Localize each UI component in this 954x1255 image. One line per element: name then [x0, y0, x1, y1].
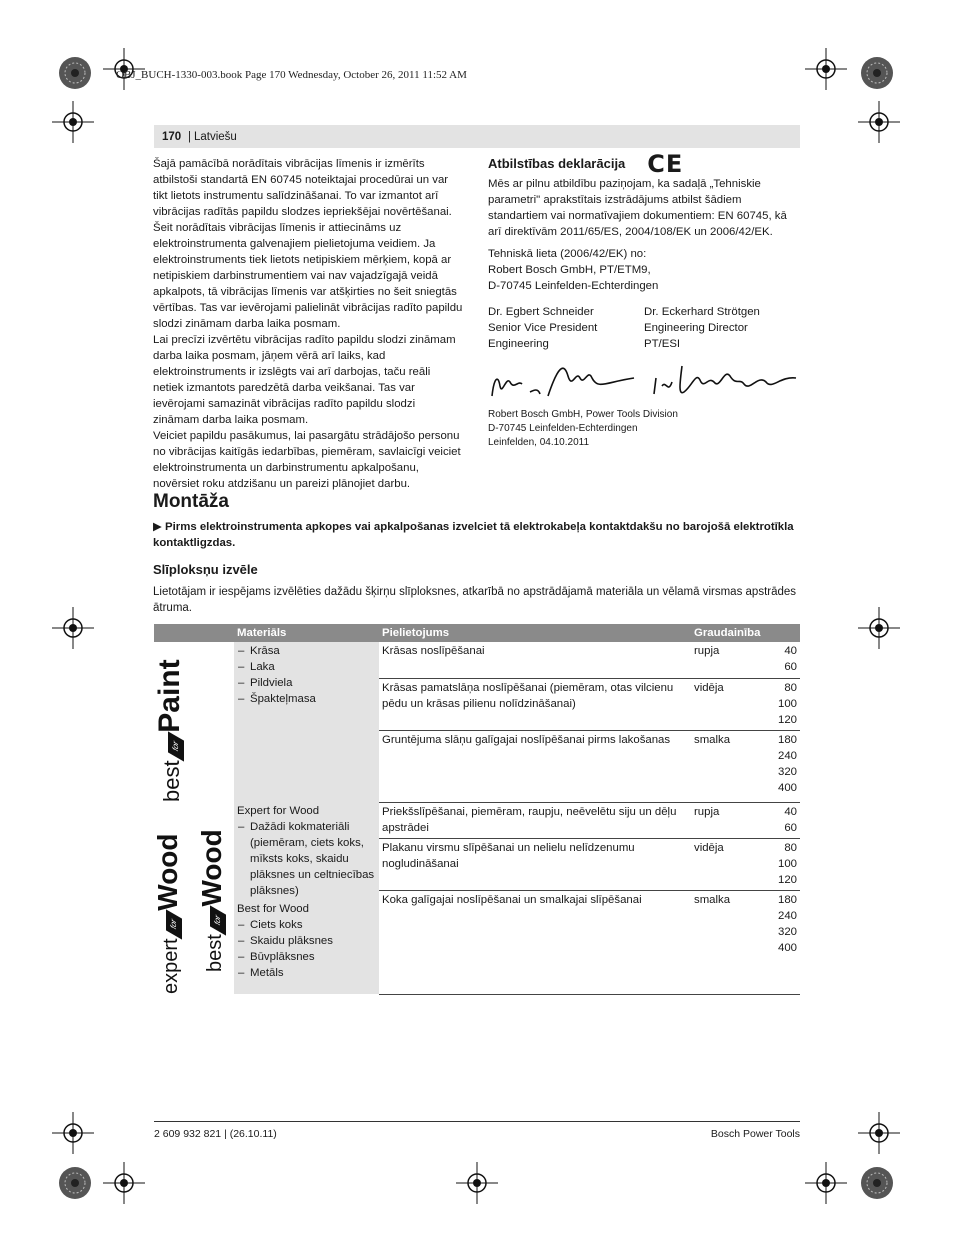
header-separator: |	[188, 131, 191, 143]
best-for-paint-logo	[154, 642, 234, 802]
grade-cell: smalka	[691, 890, 748, 994]
table-row	[154, 642, 800, 678]
grit-value: 240	[777, 909, 797, 922]
grit-value: 400	[777, 781, 797, 794]
grit-values	[748, 838, 800, 890]
application-cell: Koka galīgajai noslīpēšanai un smalkajai slīpēšanai	[379, 890, 691, 994]
section-title: Montāža	[153, 491, 229, 512]
page-number: 170	[162, 131, 182, 143]
grit-value: 80	[784, 681, 797, 694]
header-logo-cell	[154, 624, 234, 642]
logo-for-text: for	[212, 912, 222, 928]
grade-cell: vidēja	[691, 678, 748, 730]
logo-prefix: expert	[160, 938, 182, 994]
declaration-block	[488, 150, 800, 450]
footer-doc-number: 2 609 932 821 | (26.10.11)	[154, 1128, 277, 1140]
application-cell: Gruntējuma slāņu galīgajai noslīpēšanai pirms lakošanas	[379, 730, 691, 802]
grit-value: 180	[777, 893, 797, 906]
table-row	[154, 802, 800, 838]
grit-value: 100	[777, 857, 797, 870]
grit-value: 240	[777, 749, 797, 762]
application-cell: Priekšslīpēšanai, piemēram, raupju, neēvelētu siju un dēļu apstrādei	[379, 802, 691, 838]
paint-materials	[234, 642, 379, 802]
registration-mark-right-lower	[858, 1112, 900, 1154]
list-item: – Špakteļmasa	[237, 691, 376, 707]
registration-mark-right-middle	[858, 607, 900, 649]
declaration-heading: Atbilstības deklarācija	[488, 156, 626, 171]
expert-for-wood-logo	[152, 833, 183, 994]
grit-values	[748, 802, 800, 838]
registration-mark-left-upper	[52, 101, 94, 143]
header-application: Pielietojums	[379, 624, 691, 642]
declaration-footer-line: D-70745 Leinfelden-Echterdingen	[488, 423, 638, 434]
list-item: – Dažādi kokmateriāli (piemēram, ciets koks, mīksts koks, skaidu plāksnes un celtniecības plāksnes)	[237, 819, 376, 899]
grit-value: 60	[784, 661, 797, 673]
grit-value: 400	[777, 941, 797, 954]
tech-file-line: Tehniskā lieta (2006/42/EK) no:	[488, 248, 647, 260]
safety-warning	[153, 519, 801, 551]
logo-for-badge	[166, 909, 182, 940]
grade-cell: rupja	[691, 642, 748, 678]
declaration-footer	[488, 408, 800, 450]
grade-cell: smalka	[691, 730, 748, 802]
running-header	[154, 125, 800, 148]
subsection-title: Slīploksņu izvēle	[153, 562, 258, 577]
declaration-text: Mēs ar pilnu atbildību paziņojam, ka sadaļā „Tehniskie parametri" aprakstītais izstrādājums atbilst šādiem standartiem vai normatīvajiem dokumentiem: EN 60745, kā arī direktīvām 2011/65/ES, 2004/108/EK un 2006/42/EK.	[488, 178, 787, 238]
grit-values	[748, 890, 800, 994]
logo-for-badge	[168, 731, 184, 762]
signer-title: Engineering Director	[644, 322, 748, 334]
wood-logos	[154, 802, 234, 994]
declaration-footer-line: Leinfelden, 04.10.2011	[488, 437, 590, 448]
paragraph: Veiciet papildu pasākumus, lai pasargātu strādājošo personu no vibrācijas kaitīgās iedarbības, piemēram, savlaicīgi veiciet elektroinstrumenta un darbinstrumentu apkalpošanu, novērsiet roku atdzišanu un pareizi plānojiet darbu.	[153, 430, 461, 490]
warning-triangle-icon: ▶	[153, 521, 162, 533]
registration-mark-bottom-left	[103, 1162, 145, 1204]
best-for-wood-label: Best for Wood	[237, 903, 309, 915]
logo-main: Wood	[152, 833, 183, 911]
list-item: – Metāls	[237, 965, 376, 981]
signature-image-2	[648, 356, 798, 404]
signer-1	[488, 304, 644, 352]
header-language: Latviešu	[194, 131, 237, 143]
wood-materials	[234, 802, 379, 994]
paragraph: Lai precīzi izvērtētu vibrācijas radīto papildu slodzi zināmam darba laika posmam, jāņem vērā arī laiks, kad elektroinstruments ir izslēgts vai arī darbojas, taču reāli netiek izmantots paredzētā darba veikšanai. Tas var ievērojami samazināt vibrācijas radīto papildu slodzi zināmam darba laika posmam.	[153, 334, 456, 426]
registration-mark-right-upper	[858, 101, 900, 143]
starburst-mark-bottom-left	[58, 1166, 92, 1200]
footer-divider	[154, 1121, 800, 1122]
registration-mark-top-right	[805, 48, 847, 90]
logo-for-badge	[210, 905, 226, 936]
table-header-row	[154, 624, 800, 642]
grade-cell: vidēja	[691, 838, 748, 890]
signatures	[488, 356, 800, 406]
logo-main: Wood	[196, 829, 227, 907]
grit-value: 100	[777, 697, 797, 710]
list-item: – Būvplāksnes	[237, 949, 376, 965]
grade-cell: rupja	[691, 802, 748, 838]
signer-title: Senior Vice President	[488, 322, 598, 334]
grit-value: 320	[777, 925, 797, 938]
application-cell: Krāsas noslīpēšanai	[379, 642, 691, 678]
grit-value: 40	[784, 645, 797, 657]
tech-file-line: Robert Bosch GmbH, PT/ETM9,	[488, 264, 651, 276]
print-header: OBJ_BUCH-1330-003.book Page 170 Wednesday, October 26, 2011 11:52 AM	[116, 69, 467, 81]
best-for-wood-logo	[196, 829, 227, 972]
signers	[488, 304, 800, 352]
grit-values	[748, 730, 800, 802]
grit-value: 40	[784, 805, 797, 818]
list-item: – Skaidu plāksnes	[237, 933, 376, 949]
registration-mark-left-middle	[52, 607, 94, 649]
registration-mark-bottom-right	[805, 1162, 847, 1204]
header-material: Materiāls	[234, 624, 379, 642]
paragraph: Šeit norādītais vibrācijas līmenis ir attiecināms uz elektroinstrumenta galvenajiem pielietojuma veidiem. Ja elektroinstruments tiek lietots netipiskiem mērķiem, kopā ar netipiskiem darbinstrumentiem vai nav vajadzīgajā veidā apkalpots, tā vibrācijas līmenis var atšķirties no šeit sniegtās vērtības. Tas var ievērojami palielināt vibrācijas radīto papildu slodzi zināmam darba laika posmam.	[153, 222, 463, 330]
signature-image-1	[488, 356, 638, 404]
header-grit: Graudainība	[691, 624, 800, 642]
paragraph: Šajā pamācībā norādītais vibrācijas līmenis ir izmērīts atbilstoši standartā EN 60745 noteiktajai procedūrai un var tikt lietots instrumentu salīdzināšanai. To var izmantot arī vibrācijas radītās papildu slodzes iepriekšējai novērtēšanai.	[153, 158, 452, 218]
grit-value: 120	[777, 873, 797, 886]
grit-values	[748, 642, 800, 678]
starburst-mark-top-right	[860, 56, 894, 90]
signer-dept: Engineering	[488, 338, 549, 350]
grit-value: 320	[777, 765, 797, 778]
logo-prefix: best	[204, 934, 226, 972]
tech-file	[488, 246, 800, 294]
list-item: – Laka	[237, 659, 376, 675]
logo-for-text: for	[170, 739, 180, 754]
logo-for-text: for	[168, 917, 178, 932]
sanding-sheet-table	[154, 624, 800, 995]
list-item: – Krāsa	[237, 643, 376, 659]
signer-name: Dr. Egbert Schneider	[488, 306, 594, 318]
starburst-mark-bottom-right	[860, 1166, 894, 1200]
signer-2	[644, 304, 800, 352]
logo-prefix: best	[159, 760, 184, 802]
logo-main: Paint	[153, 659, 186, 733]
registration-mark-left-lower	[52, 1112, 94, 1154]
expert-for-wood-label: Expert for Wood	[237, 805, 320, 817]
grit-value: 120	[777, 713, 797, 726]
signer-name: Dr. Eckerhard Strötgen	[644, 306, 760, 318]
registration-mark-bottom-center	[456, 1162, 498, 1204]
warning-text: Pirms elektroinstrumenta apkopes vai apkalpošanas izvelciet tā elektrokabeļa kontaktdakšu no barojošā elektrotīkla kontaktligzdas.	[153, 521, 794, 549]
application-cell: Krāsas pamatslāņa noslīpēšanai (piemēram, otas vilcienu pēdu un krāsas pilienu nolīdzināšanai)	[379, 678, 691, 730]
list-item: – Ciets koks	[237, 917, 376, 933]
signer-dept: PT/ESI	[644, 338, 681, 350]
grit-value: 180	[777, 733, 797, 746]
application-cell: Plakanu virsmu slīpēšanai un nelielu nelīdzenumu nogludināšanai	[379, 838, 691, 890]
grit-values	[748, 678, 800, 730]
declaration-footer-line: Robert Bosch GmbH, Power Tools Division	[488, 409, 678, 420]
list-item: – Pildviela	[237, 675, 376, 691]
grit-value: 80	[784, 841, 797, 854]
intro-text: Lietotājam ir iespējams izvēlēties dažādu šķirņu slīploksnes, atkarībā no apstrādājamā materiāla un vēlamā virsmas apstrādes ātruma.	[153, 586, 797, 614]
grit-value: 60	[784, 821, 797, 834]
vibration-text	[153, 156, 463, 492]
tech-file-line: D-70745 Leinfelden-Echterdingen	[488, 280, 659, 292]
starburst-mark-top-left	[58, 56, 92, 90]
footer-brand: Bosch Power Tools	[710, 1128, 800, 1140]
ce-mark: CE	[647, 150, 684, 178]
